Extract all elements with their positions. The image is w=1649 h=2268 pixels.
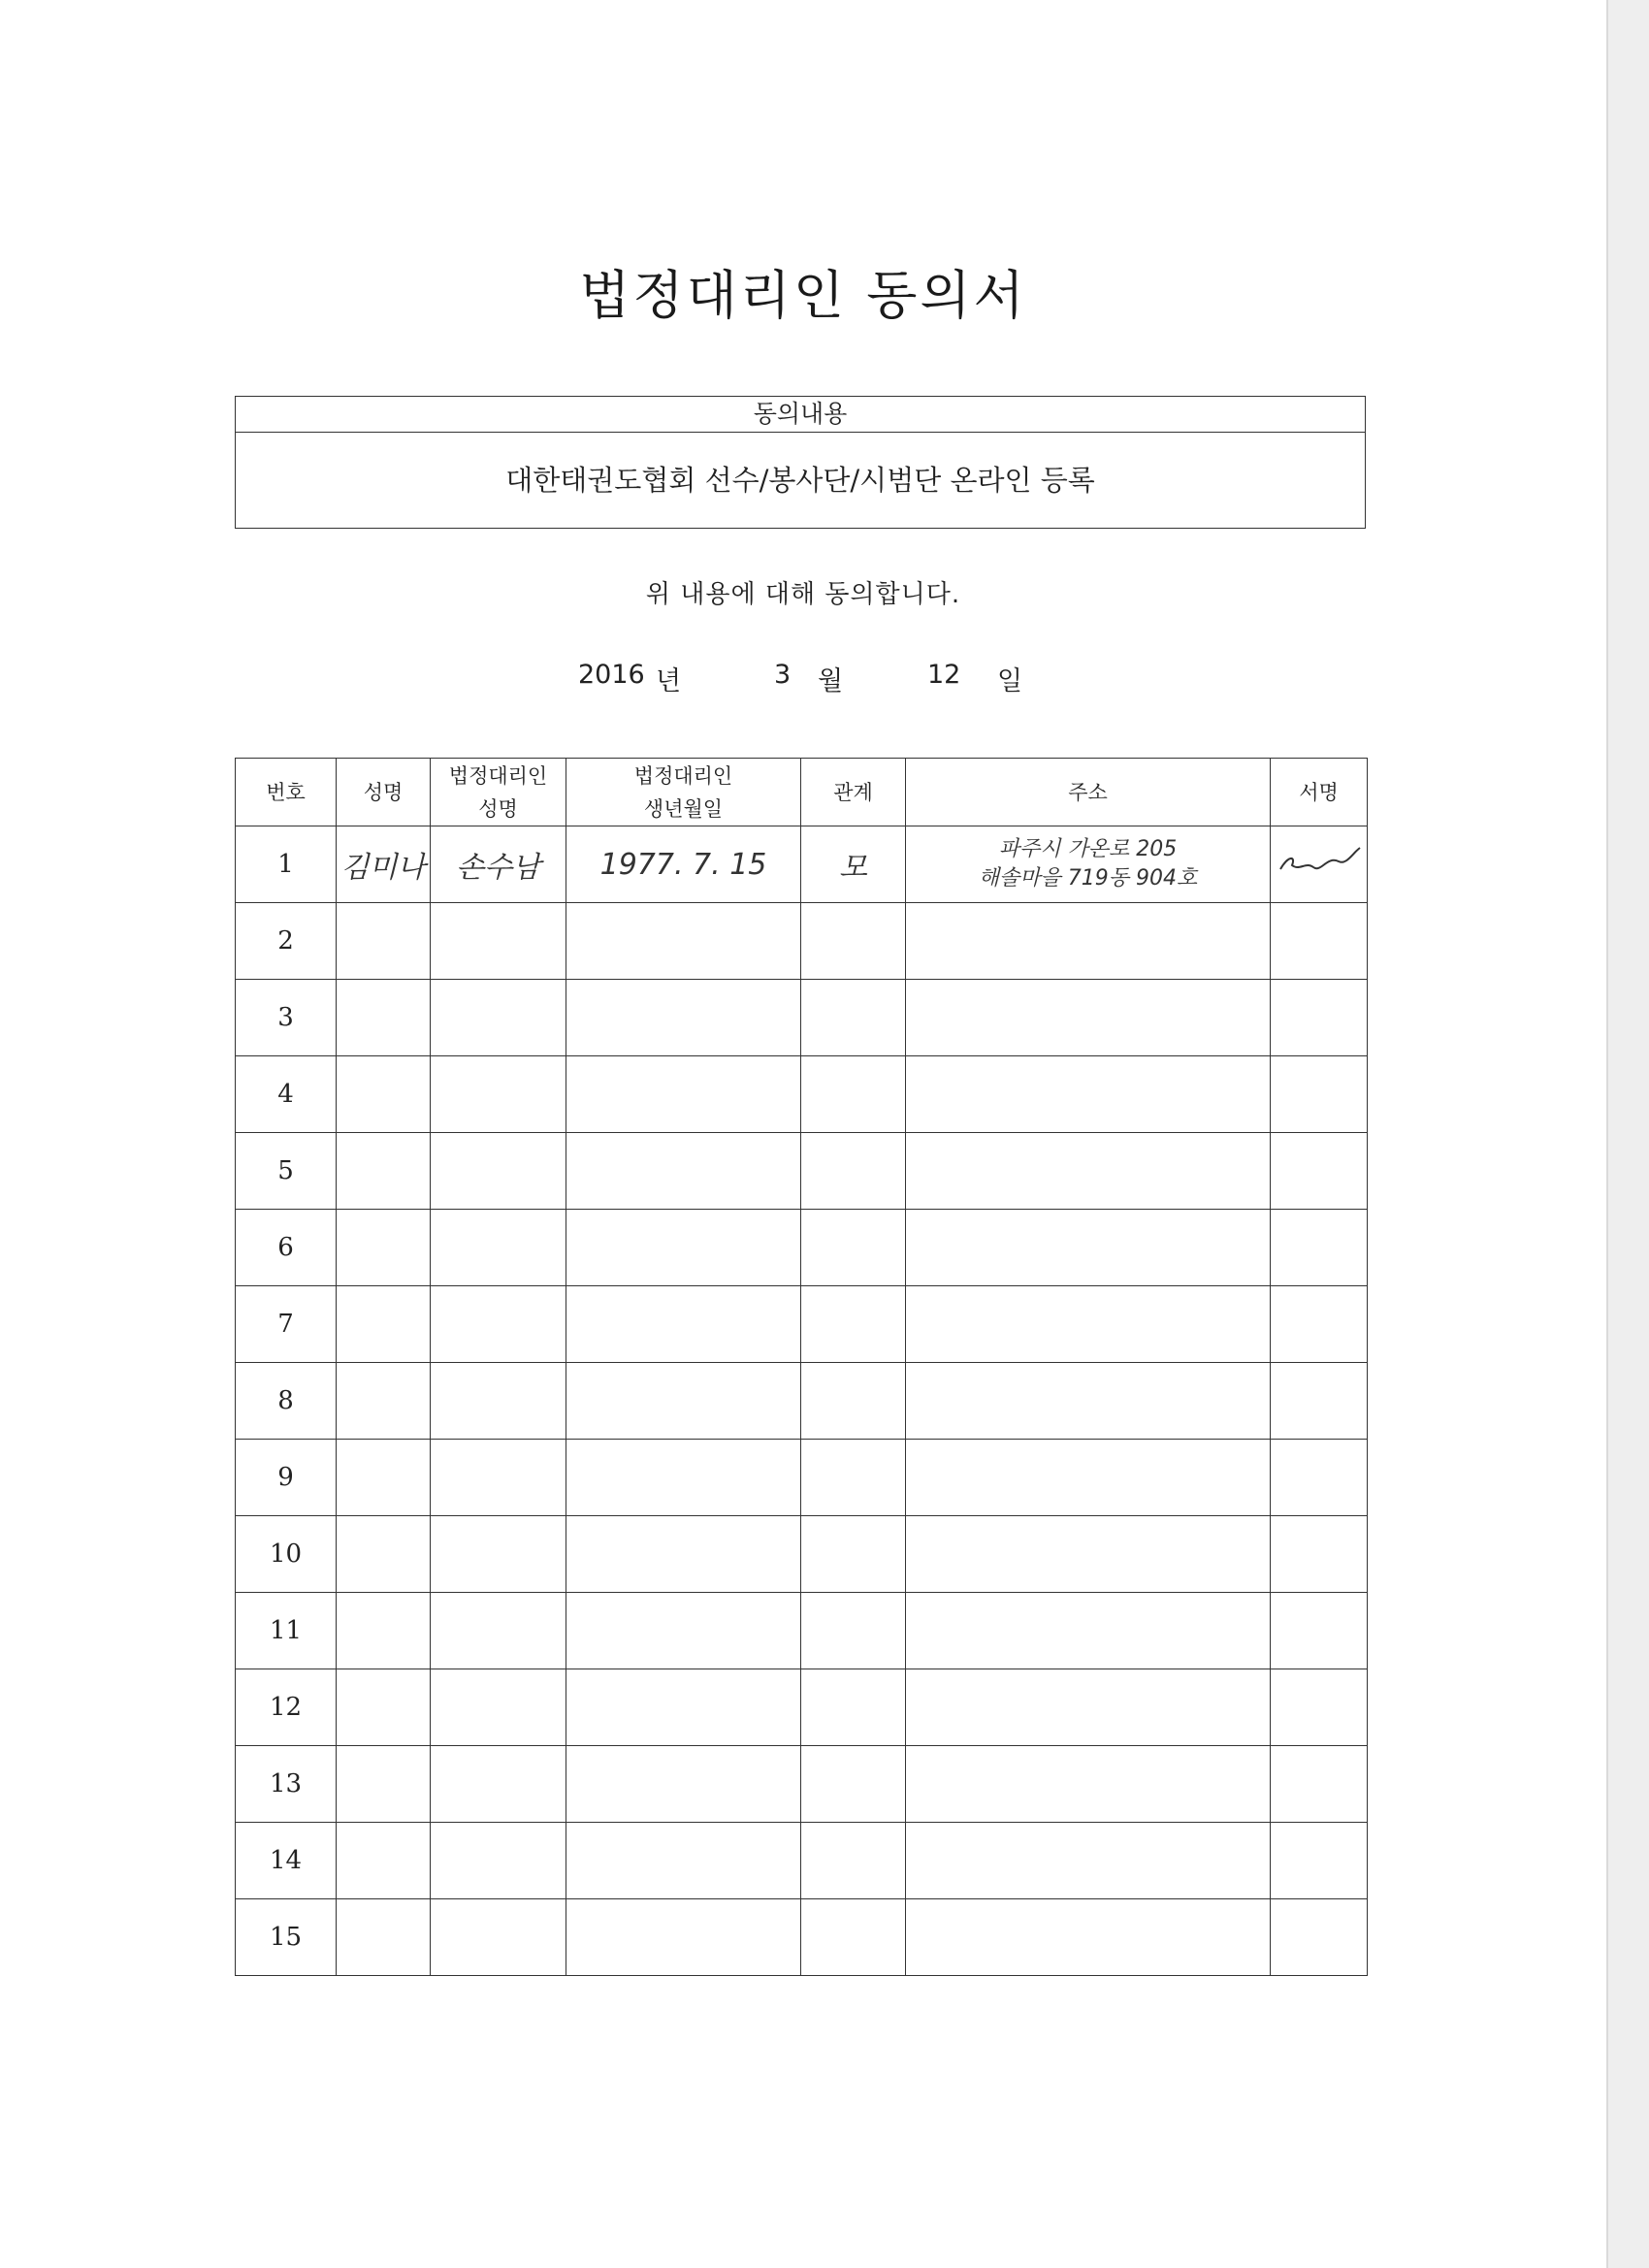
row-name [337,1516,431,1593]
date-year: 2016 [578,660,645,690]
row-signature [1271,1440,1368,1516]
row-guardian-name [431,1746,566,1823]
header-guardian-birth-line1: 법정대리인 [633,763,733,788]
row-signature [1271,1593,1368,1669]
header-guardian-name [431,759,566,826]
row-guardian-birth [566,1133,801,1210]
row-signature [1271,1823,1368,1899]
table-row [236,1593,1368,1669]
row-guardian-name [431,1899,566,1976]
row-signature [1271,1133,1368,1210]
row-relation [801,1133,906,1210]
date-month: 3 [774,660,792,690]
row-signature [1271,903,1368,980]
header-name: 성명 [337,759,431,826]
row-relation [801,1899,906,1976]
table-row [236,903,1368,980]
row-relation [801,1286,906,1363]
table-row [236,1210,1368,1286]
row-relation [801,1593,906,1669]
row-no: 9 [236,1440,337,1516]
row-no: 4 [236,1056,337,1133]
header-guardian-name-line1: 법정대리인 [448,763,548,788]
date-day-unit: 일 [997,666,1023,697]
row-no: 2 [236,903,337,980]
row-name [337,1440,431,1516]
table-row [236,1823,1368,1899]
row-no: 5 [236,1133,337,1210]
header-address: 주소 [906,759,1271,826]
row-address [906,1669,1271,1746]
table-row [236,1133,1368,1210]
row-guardian-birth [566,1823,801,1899]
row-no: 8 [236,1363,337,1440]
row-relation [801,1210,906,1286]
row-name [337,1899,431,1976]
row-guardian-birth [566,1516,801,1593]
row-guardian-name [431,1056,566,1133]
row-no: 14 [236,1823,337,1899]
row-guardian-birth [566,826,801,903]
row-signature [1271,1363,1368,1440]
row-signature [1271,1056,1368,1133]
table-header-row [236,759,1368,826]
table-row [236,1516,1368,1593]
row-address [906,1440,1271,1516]
consent-header: 동의내용 [236,397,1365,433]
row-name [337,1746,431,1823]
row-address [906,1056,1271,1133]
row-relation [801,1823,906,1899]
row-guardian-birth [566,1746,801,1823]
row-name [337,826,431,903]
date-month-unit: 월 [818,666,844,697]
row-no: 11 [236,1593,337,1669]
row-guardian-birth [566,980,801,1056]
page-edge-shadow [1608,0,1649,2268]
row-guardian-name [431,1286,566,1363]
row-signature [1271,1669,1368,1746]
handwritten-address-line2: 해솔마을 719동 904호 [978,866,1198,891]
row-guardian-name [431,1669,566,1746]
row-name [337,1669,431,1746]
row-address [906,1286,1271,1363]
row-signature [1271,980,1368,1056]
row-signature [1271,1746,1368,1823]
row-guardian-birth [566,903,801,980]
row-guardian-birth [566,1593,801,1669]
row-guardian-name [431,980,566,1056]
row-no: 12 [236,1669,337,1746]
row-guardian-birth [566,1363,801,1440]
row-relation [801,1516,906,1593]
date-day: 12 [927,660,961,690]
row-name [337,980,431,1056]
consent-box [235,396,1366,529]
row-signature [1271,1899,1368,1976]
row-no: 15 [236,1899,337,1976]
header-guardian-name-line2: 성명 [478,796,518,821]
row-relation [801,1746,906,1823]
row-address [906,1593,1271,1669]
row-name [337,1363,431,1440]
row-relation [801,826,906,903]
row-address [906,980,1271,1056]
handwritten-birth: 1977. 7. 15 [599,847,767,882]
table-row [236,980,1368,1056]
row-guardian-birth [566,1899,801,1976]
row-no: 3 [236,980,337,1056]
agreement-statement: 위 내용에 대해 동의합니다. [645,580,961,609]
row-guardian-name [431,1210,566,1286]
row-name [337,1593,431,1669]
signature-scribble [1271,842,1368,881]
row-name [337,1133,431,1210]
row-name [337,903,431,980]
header-guardian-birth-line2: 생년월일 [643,796,724,821]
header-signature: 서명 [1271,759,1368,826]
handwritten-address-line1: 파주시 가온로 205 [998,837,1178,861]
row-relation [801,1440,906,1516]
row-address [906,1746,1271,1823]
row-address [906,1363,1271,1440]
row-address [906,1516,1271,1593]
row-relation [801,1669,906,1746]
row-name [337,1056,431,1133]
row-no: 10 [236,1516,337,1593]
row-no: 13 [236,1746,337,1823]
row-signature [1271,1516,1368,1593]
row-relation [801,1363,906,1440]
row-guardian-name [431,826,566,903]
table-row [236,1669,1368,1746]
row-address [906,1823,1271,1899]
guardian-table [235,758,1368,1976]
row-name [337,1286,431,1363]
row-no: 1 [236,826,337,903]
row-no: 7 [236,1286,337,1363]
row-relation [801,980,906,1056]
row-guardian-name [431,1823,566,1899]
row-signature [1271,1286,1368,1363]
header-guardian-birth [566,759,801,826]
table-row [236,826,1368,903]
row-name [337,1210,431,1286]
table-row [236,1899,1368,1976]
row-relation [801,903,906,980]
row-address [906,826,1271,903]
header-no: 번호 [236,759,337,826]
row-guardian-birth [566,1286,801,1363]
consent-content: 대한태권도협회 선수/봉사단/시범단 온라인 등록 [505,464,1095,497]
row-guardian-name [431,1440,566,1516]
handwritten-name: 김미나 [340,851,426,885]
row-guardian-name [431,1516,566,1593]
handwritten-guardian-name: 손수남 [456,851,540,885]
row-guardian-name [431,1593,566,1669]
table-row [236,1746,1368,1823]
row-address [906,1210,1271,1286]
document-title: 법정대리인 동의서 [579,265,1027,326]
table-row [236,1440,1368,1516]
row-address [906,1133,1271,1210]
row-no: 6 [236,1210,337,1286]
row-relation [801,1056,906,1133]
row-guardian-birth [566,1440,801,1516]
table-row [236,1363,1368,1440]
row-guardian-name [431,1363,566,1440]
row-guardian-birth [566,1210,801,1286]
row-guardian-name [431,1133,566,1210]
header-relation: 관계 [801,759,906,826]
table-row [236,1056,1368,1133]
row-guardian-birth [566,1056,801,1133]
row-guardian-birth [566,1669,801,1746]
row-guardian-name [431,903,566,980]
date-year-unit: 년 [656,666,682,697]
row-signature [1271,1210,1368,1286]
row-name [337,1823,431,1899]
row-address [906,1899,1271,1976]
table-row [236,1286,1368,1363]
row-signature [1271,826,1368,903]
handwritten-relation: 모 [839,851,867,885]
row-address [906,903,1271,980]
